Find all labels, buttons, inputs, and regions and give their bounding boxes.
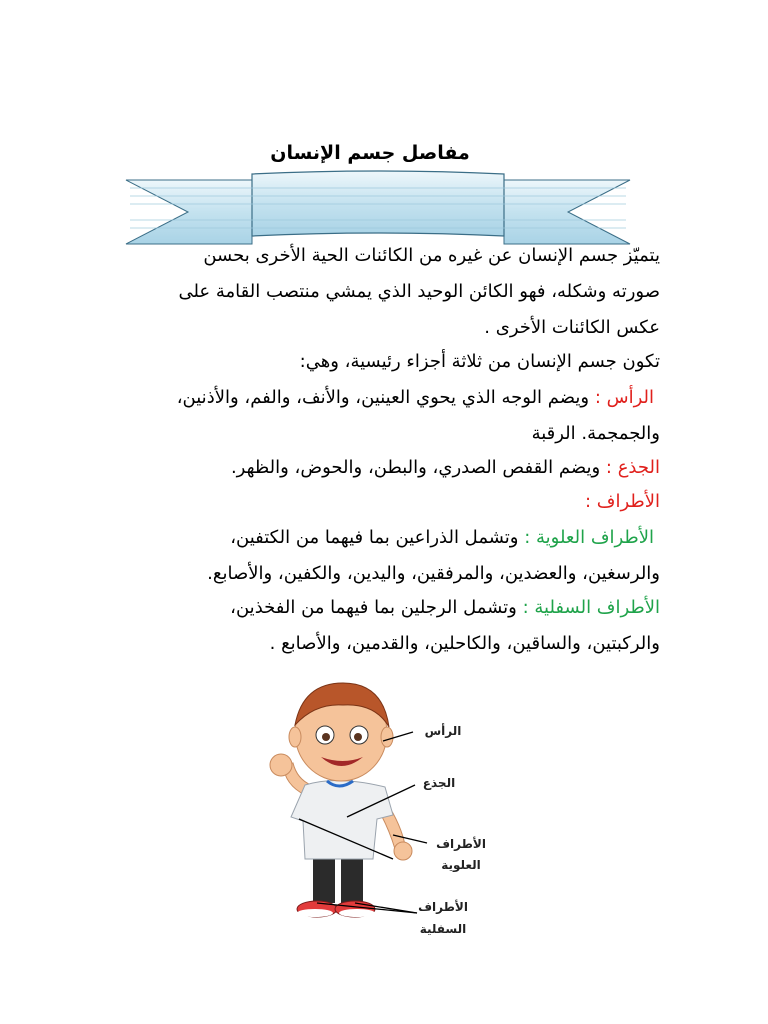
paragraph-line: صورته وشكله، فهو الكائن الوحيد الذي يمشي منتصب القامة على bbox=[178, 281, 660, 302]
label-trunk: الجذع bbox=[422, 776, 456, 790]
left-leg bbox=[313, 853, 335, 903]
lower-text: وتشمل الرجلين بما فيهما من الفخذين، bbox=[230, 597, 517, 618]
head-line bbox=[177, 386, 654, 410]
head-label: الرأس : bbox=[594, 387, 654, 408]
paragraph-line: يتميّز جسم الإنسان عن غيره من الكائنات الحية الأخرى بحسن bbox=[203, 245, 660, 266]
upper-text: وتشمل الذراعين بما فيهما من الكتفين، bbox=[230, 527, 519, 548]
label-lower-2: السفلية bbox=[419, 922, 467, 936]
label-head: الرأس bbox=[424, 724, 462, 738]
page-title: مفاصل جسم الإنسان bbox=[270, 142, 470, 164]
paragraph-line: والرسغين، والعضدين، والمرفقين، واليدين، والكفين، والأصابع. bbox=[207, 563, 660, 584]
paragraph-line: تكون جسم الإنسان من ثلاثة أجزاء رئيسية، وهي: bbox=[299, 351, 660, 372]
upper-label: الأطراف العلوية : bbox=[524, 527, 654, 548]
label-lower-1: الأطراف bbox=[418, 900, 468, 914]
limbs-label: الأطراف : bbox=[585, 491, 660, 512]
paragraph-line: والركبتين، والساقين، والكاحلين، والقدمين، والأصابع . bbox=[269, 633, 660, 654]
trunk-text: ويضم القفص الصدري، والبطن، والحوض، والظهر. bbox=[230, 457, 601, 478]
upper-line bbox=[230, 526, 654, 550]
shirt bbox=[291, 780, 393, 859]
label-upper-1: الأطراف bbox=[436, 837, 486, 851]
paragraph-line: والجمجمة. الرقبة bbox=[531, 423, 660, 444]
lower-line bbox=[230, 596, 660, 620]
head-text: ويضم الوجه الذي يحوي العينين، والأنف، والفم، والأذنين، bbox=[176, 387, 590, 408]
paragraph-line: عكس الكائنات الأخرى . bbox=[484, 317, 660, 338]
body-parts-illustration bbox=[255, 675, 495, 945]
lower-label: الأطراف السفلية : bbox=[522, 597, 660, 618]
right-leg bbox=[341, 853, 363, 903]
trunk-label: الجذع : bbox=[605, 457, 660, 478]
ribbon-banner bbox=[124, 168, 632, 248]
label-upper-2: العلوية bbox=[441, 858, 481, 872]
trunk-line bbox=[231, 456, 660, 480]
